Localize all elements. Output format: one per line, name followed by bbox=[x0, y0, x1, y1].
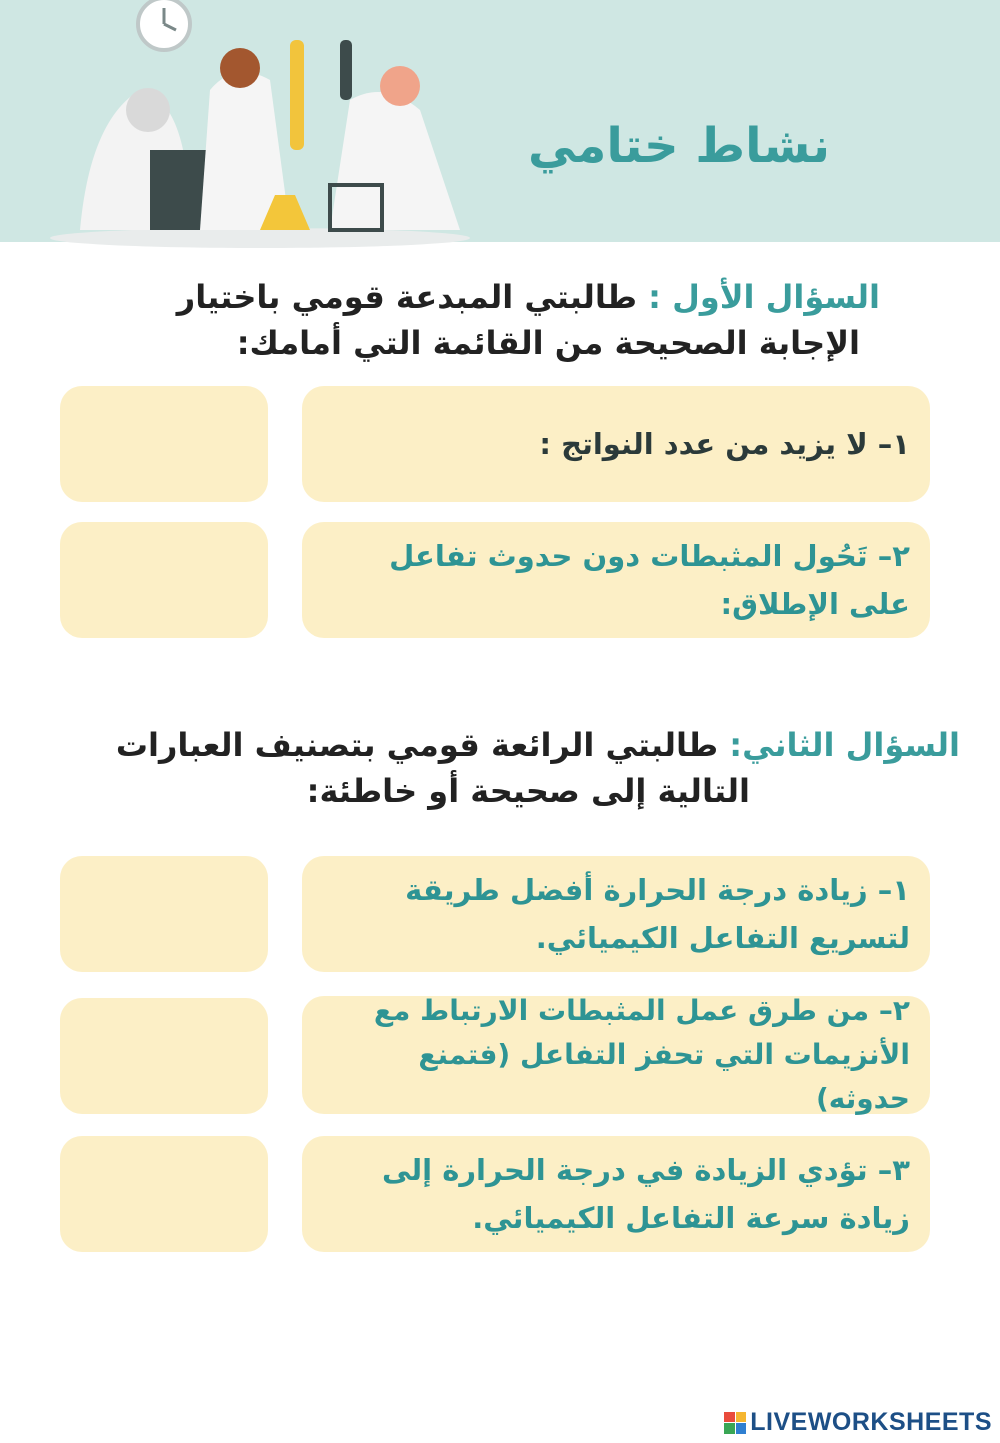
q2-statement-3: ٣– تؤدي الزيادة في درجة الحرارة إلى زيادة سرعة التفاعل الكيميائي. bbox=[302, 1136, 930, 1252]
question2-label: السؤال الثاني: bbox=[729, 726, 960, 764]
scientists-illustration bbox=[40, 0, 480, 250]
q2-answer-dropdown-3[interactable] bbox=[60, 1136, 268, 1252]
liveworksheets-icon bbox=[724, 1412, 746, 1434]
brand-name: LIVEWORKSHEETS bbox=[750, 1408, 992, 1436]
header-banner bbox=[0, 0, 1000, 242]
liveworksheets-logo bbox=[724, 1408, 992, 1437]
q2-answer-dropdown-1[interactable] bbox=[60, 856, 268, 972]
question1-text-line1: طالبتي المبدعة قومي باختيار bbox=[176, 278, 649, 316]
q2-statement-2: ٢– من طرق عمل المثبطات الارتباط مع الأنزيمات التي تحفز التفاعل (فتمنع حدوثه) bbox=[302, 996, 930, 1114]
question1-text-line2: الإجابة الصحيحة من القائمة التي أمامك: bbox=[236, 324, 860, 362]
q1-statement-1: ١– لا يزيد من عدد النواتج : bbox=[302, 386, 930, 502]
question2-heading bbox=[20, 722, 960, 814]
q1-answer-dropdown-2[interactable] bbox=[60, 522, 268, 638]
q1-answer-dropdown-1[interactable] bbox=[60, 386, 268, 502]
question2-text-line2: التالية إلى صحيحة أو خاطئة: bbox=[306, 772, 750, 810]
q1-statement-2: ٢– تَحُول المثبطات دون حدوث تفاعل على الإطلاق: bbox=[302, 522, 930, 638]
question1-label: السؤال الأول : bbox=[648, 278, 880, 316]
question2-text-line1: طالبتي الرائعة قومي بتصنيف العبارات bbox=[115, 726, 730, 764]
page-title: نشاط ختامي bbox=[528, 118, 830, 174]
q2-statement-1: ١– زيادة درجة الحرارة أفضل طريقة لتسريع التفاعل الكيميائي. bbox=[302, 856, 930, 972]
question1-heading bbox=[20, 274, 880, 366]
q2-answer-dropdown-2[interactable] bbox=[60, 998, 268, 1114]
